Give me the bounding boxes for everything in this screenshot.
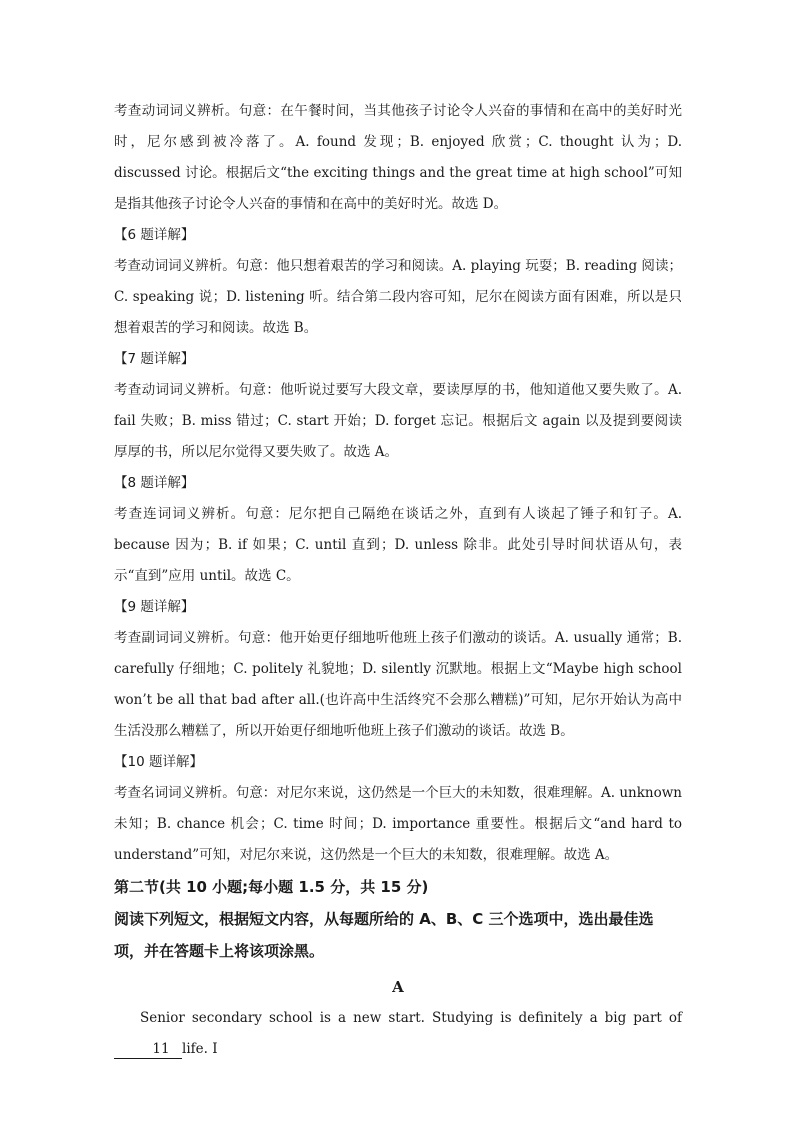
explanation-q10-text: 考查名词词义辨析。句意：对尼尔来说，这仍然是一个巨大的未知数，很难理解。A. unknown 未知；B. chance 机会；C. time 时间；D. importance 重要性。根据后文“and hard to understand”可知，对尼尔来说，这仍然是一个巨大的未知数，很难理解。故选 A。 bbox=[114, 785, 682, 863]
explanation-q8-heading: 【8 题详解】 bbox=[114, 475, 195, 491]
explanation-q5-text: 考查动词词义辨析。句意：在午餐时间，当其他孩子讨论令人兴奋的事情和在高中的美好时光时，尼尔感到被冷落了。A. found 发现；B. enjoyed 欣赏；C. thought 认为；D. discussed 讨论。根据后文“the exciting things and the great time at high school”可知是指其他孩子讨论令人兴奋的事情和在高中的美好时光。故选 D。 bbox=[114, 103, 682, 212]
explanation-q6-text: 考查动词词义辨析。句意：他只想着艰苦的学习和阅读。A. playing 玩耍；B. reading 阅读；C. speaking 说；D. listening 听。结合第二段内容可知，尼尔在阅读方面有困难，所以是只想着艰苦的学习和阅读。故选 B。 bbox=[114, 258, 682, 336]
passage-text-before: Senior secondary school is a new start. Studying is definitely a big part of bbox=[140, 1010, 682, 1026]
explanation-q10-heading: 【10 题详解】 bbox=[114, 754, 203, 770]
explanation-q9-heading: 【9 题详解】 bbox=[114, 599, 195, 615]
passage-paragraph bbox=[114, 1003, 682, 1065]
explanation-q7-heading: 【7 题详解】 bbox=[114, 351, 195, 367]
explanation-q6-heading: 【6 题详解】 bbox=[114, 227, 195, 243]
blank-11: 11 bbox=[114, 1040, 182, 1059]
section-title: 第二节(共 10 小题;每小题 1.5 分，共 15 分) bbox=[114, 878, 429, 896]
explanation-q8-text: 考查连词词义辨析。句意：尼尔把自己隔绝在谈话之外，直到有人谈起了锤子和钉子。A. because 因为；B. if 如果；C. until 直到；D. unless 除非。此处引导时间状语从句，表示“直到”应用 until。故选 C。 bbox=[114, 506, 682, 584]
passage-text-after: life. I bbox=[182, 1041, 218, 1057]
document-page bbox=[114, 96, 682, 1065]
explanation-q7-text: 考查动词词义辨析。句意：他听说过要写大段文章，要读厚厚的书，他知道他又要失败了。A. fail 失败；B. miss 错过；C. start 开始；D. forget 忘记。根据后文 again 以及提到要阅读厚厚的书，所以尼尔觉得又要失败了。故选 A。 bbox=[114, 382, 682, 460]
section-instruction: 阅读下列短文，根据短文内容，从每题所给的 A、B、C 三个选项中，选出最佳选项，并在答题卡上将该项涂黑。 bbox=[114, 910, 654, 960]
explanation-q9-text: 考查副词词义辨析。句意：他开始更仔细地听他班上孩子们激动的谈话。A. usually 通常；B. carefully 仔细地；C. politely 礼貌地；D. silently 沉默地。根据上文“Maybe high school won’t be all that bad after all.(也许高中生活终究不会那么糟糕)”可知，尼尔开始认为高中生活没那么糟糕了，所以开始更仔细地听他班上孩子们激动的谈话。故选 B。 bbox=[114, 630, 682, 739]
passage-letter: A bbox=[392, 978, 404, 996]
